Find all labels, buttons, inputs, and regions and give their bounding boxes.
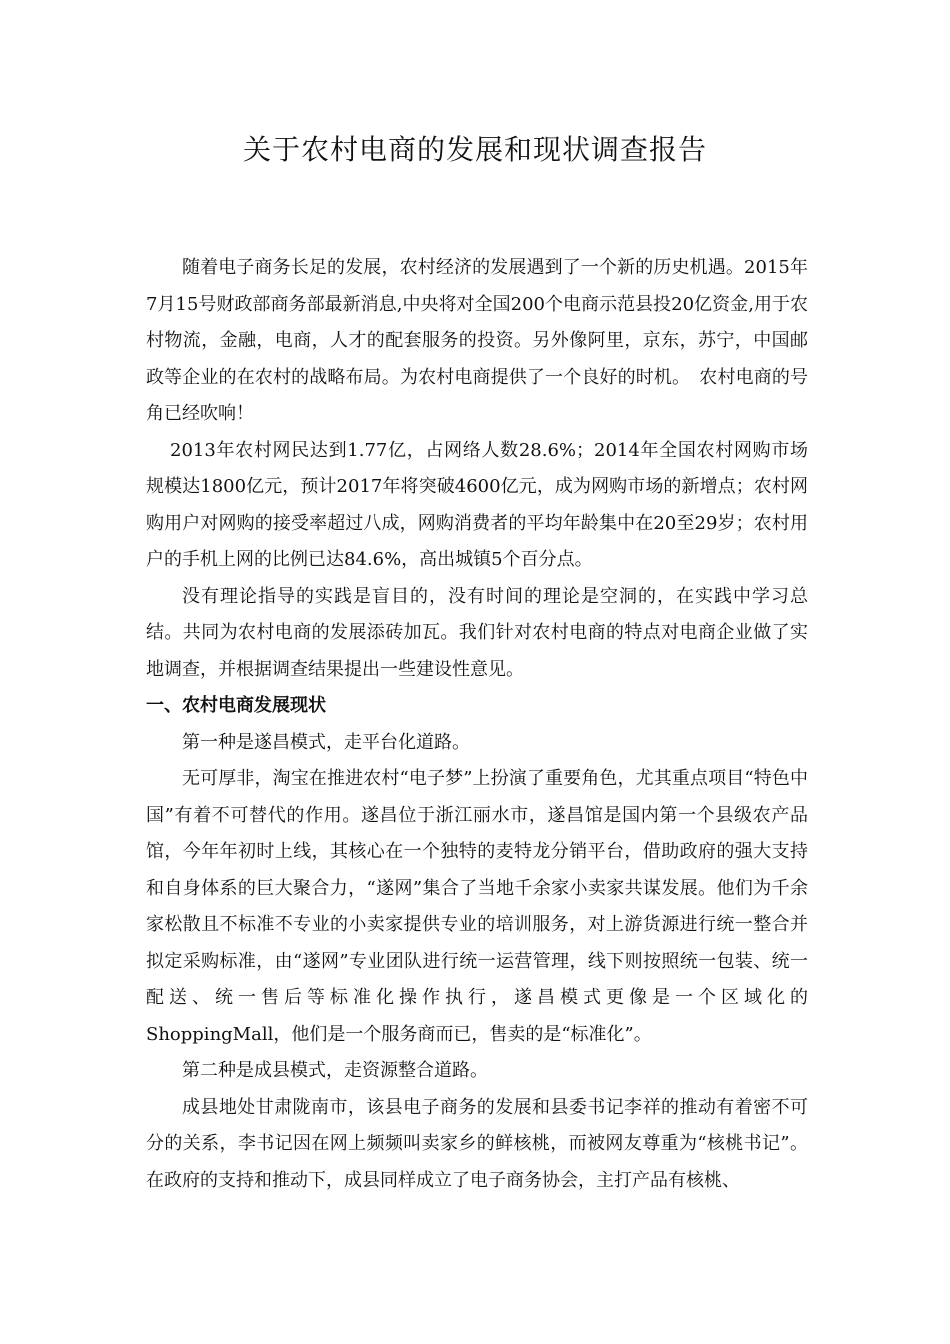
paragraph-model-two-title: 第二种是成县模式，走资源整合道路。 bbox=[182, 1060, 488, 1081]
paragraph-model-one-title: 第一种是遂昌模式，走平台化道路。 bbox=[182, 731, 470, 753]
document-body bbox=[146, 250, 808, 1199]
document-title: 关于农村电商的发展和现状调查报告 bbox=[242, 133, 707, 166]
paragraph-intro: 随着电子商务长足的发展，农村经济的发展遇到了一个新的历史机遇。2015年7月15号财政部商务部最新消息,中央将对全国200个电商示范县投20亿资金,用于农村物流，金融，电商，人才的配套服务的投资。另外像阿里，京东，苏宁，中国邮政等企业的在农村的战略布局。为农村电商提供了一个良好的时机。 农村电商的号角已经吹响！ bbox=[146, 257, 808, 424]
paragraph-chengxian-model: 成县地处甘肃陇南市，该县电子商务的发展和县委书记李祥的推动有着密不可分的关系，李书记因在网上频频叫卖家乡的鲜核桃，而被网友尊重为“核桃书记”。在政府的支持和推动下，成县同样成立了电子商务协会，主打产品有核桃、 bbox=[146, 1096, 808, 1191]
paragraph-suichang-model: 无可厚非，淘宝在推进农村“电子梦”上扮演了重要角色，尤其重点项目“特色中国”有着不可替代的作用。遂昌位于浙江丽水市，遂昌馆是国内第一个县级农产品馆，今年年初时上线，其核心在一个独特的麦特龙分销平台，借助政府的强大支持和自身体系的巨大聚合力，“遂网”集合了当地千余家小卖家共谋发展。他们为千余家松散且不标准不专业的小卖家提供专业的培训服务，对上游货源进行统一整合并拟定采购标准，由“遂网”专业团队进行统一运营管理，线下则按照统一包装、统一配送、统一售后等标准化操作执行，遂昌模式更像是一个区域化的ShoppingMall，他们是一个服务商而已，售卖的是“标准化”。 bbox=[146, 768, 808, 1045]
section-heading: 一、农村电商发展现状 bbox=[146, 695, 326, 716]
paragraph-statistics: 2013年农村网民达到1.77亿，占网络人数28.6%；2014年全国农村网购市场规模达1800亿元，预计2017年将突破4600亿元，成为网购市场的新增点；农村网购用户对网购的接受率超过八成，网购消费者的平均年龄集中在20至29岁；农村用户的手机上网的比例已达84.6%，高出城镇5个百分点。 bbox=[146, 439, 808, 570]
paragraph-purpose: 没有理论指导的实践是盲目的，没有时间的理论是空洞的，在实践中学习总结。共同为农村电商的发展添砖加瓦。我们针对农村电商的特点对电商企业做了实地调查，并根据调查结果提出一些建设性意见。 bbox=[146, 585, 808, 680]
